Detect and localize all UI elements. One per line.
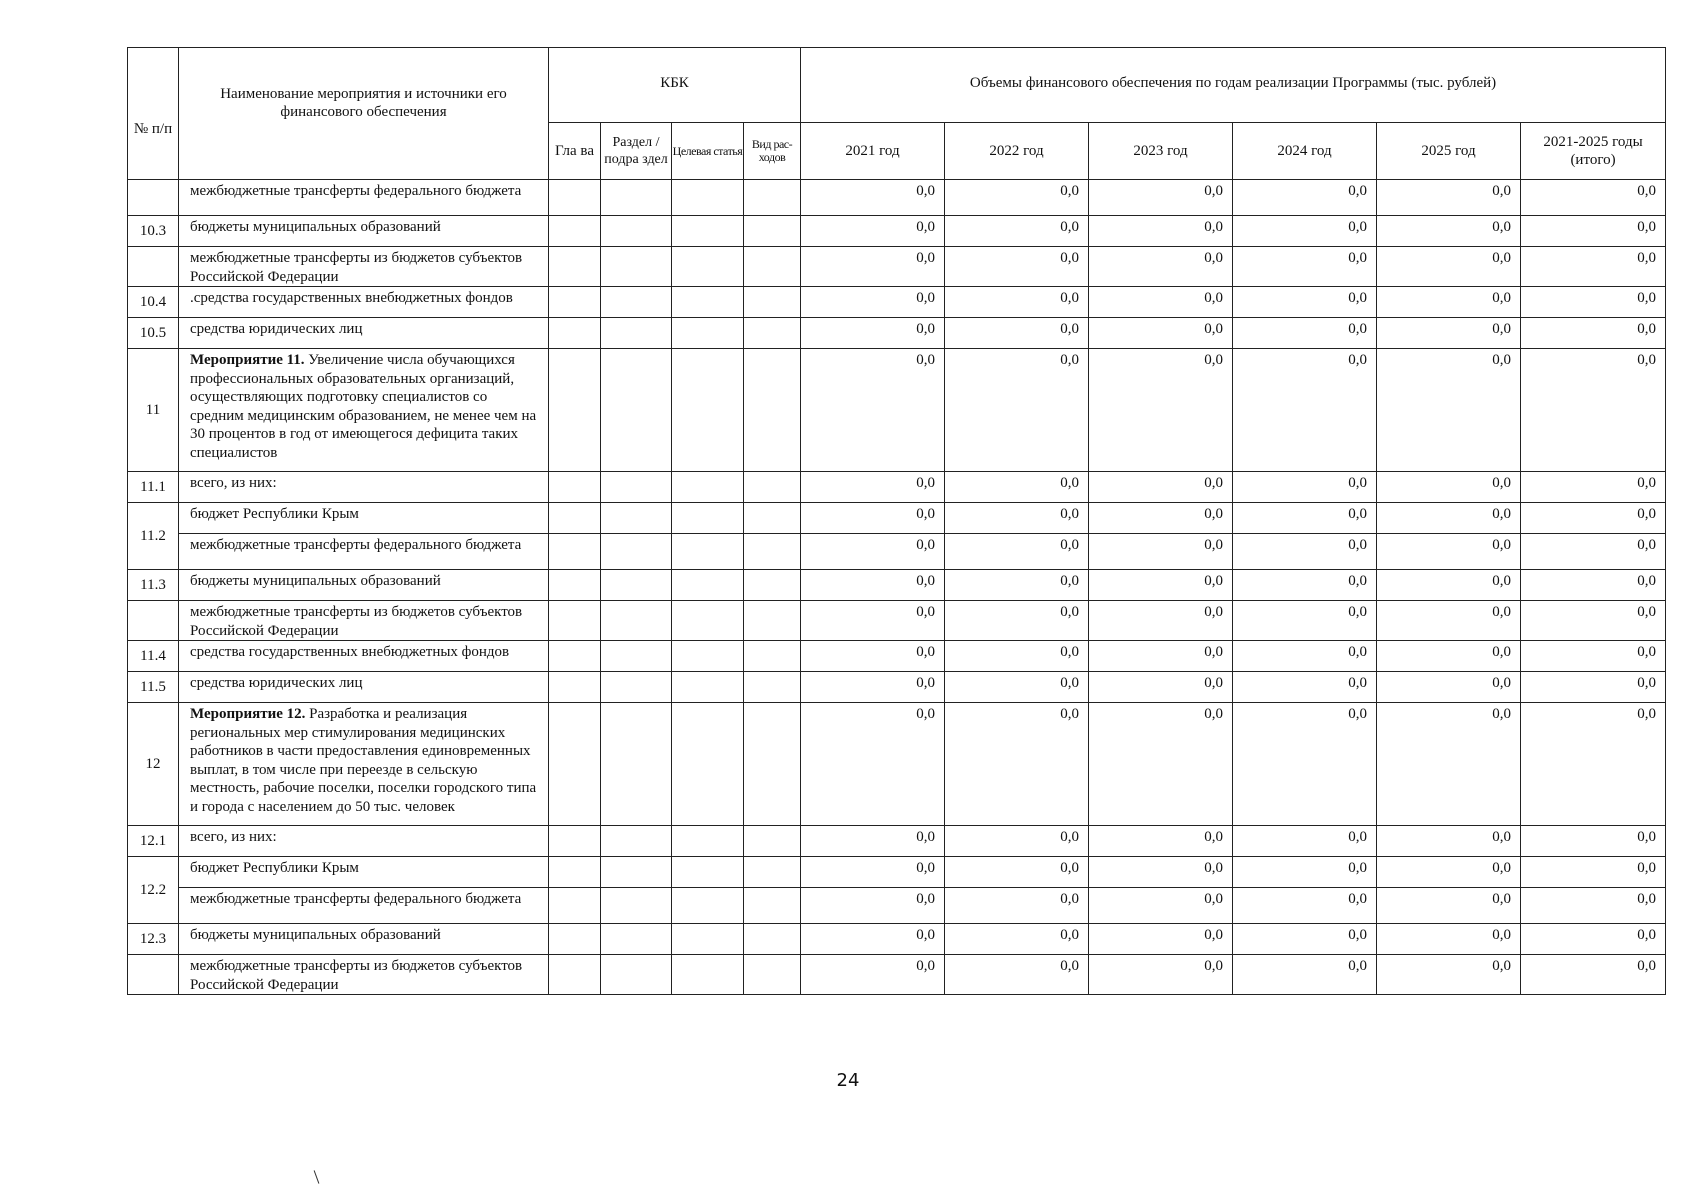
header-num: № п/п (128, 48, 179, 180)
value-cell: 0,0 (945, 857, 1089, 888)
value-cell: 0,0 (1233, 503, 1377, 534)
row-name (179, 287, 549, 318)
kbk-cell (672, 318, 744, 349)
row-name-text: средства государственных внебюджетных фондов (190, 644, 510, 660)
kbk-cell (601, 641, 672, 672)
value-cell: 0,0 (945, 672, 1089, 703)
value-cell: 0,0 (1377, 216, 1521, 247)
value-cell: 0,0 (1233, 216, 1377, 247)
row-name-text: бюджет Республики Крым (190, 860, 359, 876)
value-cell: 0,0 (1377, 534, 1521, 570)
kbk-cell (744, 472, 801, 503)
value-cell: 0,0 (1521, 703, 1666, 826)
value-cell: 0,0 (801, 857, 945, 888)
value-cell: 0,0 (1233, 601, 1377, 641)
value-cell: 0,0 (1521, 216, 1666, 247)
row-name (179, 534, 549, 570)
kbk-cell (549, 318, 601, 349)
value-cell: 0,0 (801, 247, 945, 287)
row-number: 12 (128, 703, 179, 826)
value-cell: 0,0 (801, 924, 945, 955)
value-cell: 0,0 (945, 641, 1089, 672)
kbk-cell (549, 503, 601, 534)
value-cell: 0,0 (801, 318, 945, 349)
kbk-cell (744, 318, 801, 349)
kbk-cell (672, 703, 744, 826)
value-cell: 0,0 (1377, 318, 1521, 349)
kbk-cell (744, 216, 801, 247)
row-name (179, 180, 549, 216)
value-cell: 0,0 (1233, 826, 1377, 857)
kbk-cell (672, 287, 744, 318)
row-name-text: бюджеты муниципальных образований (190, 219, 441, 235)
table-row (128, 534, 1666, 570)
kbk-cell (549, 570, 601, 601)
kbk-cell (744, 703, 801, 826)
value-cell: 0,0 (945, 601, 1089, 641)
table-row (128, 888, 1666, 924)
value-cell: 0,0 (1377, 472, 1521, 503)
row-name-text: бюджет Республики Крым (190, 506, 359, 522)
value-cell: 0,0 (801, 672, 945, 703)
header-year-2024: 2024 год (1233, 123, 1377, 180)
table-row (128, 180, 1666, 216)
row-name-text: всего, из них: (190, 829, 277, 845)
value-cell: 0,0 (1521, 924, 1666, 955)
value-cell: 0,0 (945, 826, 1089, 857)
row-name (179, 924, 549, 955)
row-name (179, 955, 549, 995)
kbk-cell (744, 349, 801, 472)
kbk-cell (744, 601, 801, 641)
stray-pen-mark (314, 1170, 320, 1183)
value-cell: 0,0 (801, 180, 945, 216)
table-row (128, 472, 1666, 503)
row-name (179, 641, 549, 672)
value-cell: 0,0 (1089, 216, 1233, 247)
value-cell: 0,0 (1233, 570, 1377, 601)
row-name (179, 503, 549, 534)
header-year-2021: 2021 год (801, 123, 945, 180)
kbk-cell (672, 955, 744, 995)
kbk-cell (672, 888, 744, 924)
value-cell: 0,0 (1521, 641, 1666, 672)
value-cell: 0,0 (801, 703, 945, 826)
table-row (128, 503, 1666, 534)
value-cell: 0,0 (945, 180, 1089, 216)
value-cell: 0,0 (1377, 349, 1521, 472)
page-number: 24 (836, 1070, 860, 1091)
value-cell: 0,0 (1377, 826, 1521, 857)
row-number: 12.1 (128, 826, 179, 857)
table-row (128, 703, 1666, 826)
kbk-cell (549, 247, 601, 287)
value-cell: 0,0 (1521, 601, 1666, 641)
kbk-cell (601, 888, 672, 924)
row-number (128, 180, 179, 216)
row-name-text: всего, из них: (190, 475, 277, 491)
table-row (128, 287, 1666, 318)
value-cell: 0,0 (1089, 924, 1233, 955)
kbk-cell (672, 349, 744, 472)
header-name: Наименование мероприятия и источники его финансового обеспечения (179, 48, 549, 180)
row-number: 11.3 (128, 570, 179, 601)
kbk-cell (549, 857, 601, 888)
row-number: 11 (128, 349, 179, 472)
kbk-cell (672, 216, 744, 247)
value-cell: 0,0 (1521, 180, 1666, 216)
value-cell: 0,0 (945, 349, 1089, 472)
row-name (179, 703, 549, 826)
header-year-2023: 2023 год (1089, 123, 1233, 180)
financing-table (127, 47, 1666, 995)
value-cell: 0,0 (945, 247, 1089, 287)
row-name (179, 472, 549, 503)
kbk-cell (672, 826, 744, 857)
value-cell: 0,0 (801, 888, 945, 924)
table-body (128, 180, 1666, 995)
kbk-cell (672, 641, 744, 672)
kbk-cell (549, 955, 601, 995)
value-cell: 0,0 (1377, 641, 1521, 672)
kbk-cell (744, 955, 801, 995)
value-cell: 0,0 (1233, 247, 1377, 287)
kbk-cell (549, 672, 601, 703)
row-name-text: межбюджетные трансферты федерального бюджета (190, 891, 522, 907)
value-cell: 0,0 (1089, 180, 1233, 216)
value-cell: 0,0 (801, 534, 945, 570)
value-cell: 0,0 (1089, 349, 1233, 472)
value-cell: 0,0 (1377, 672, 1521, 703)
row-number (128, 955, 179, 995)
kbk-cell (744, 888, 801, 924)
table-row (128, 570, 1666, 601)
header-year-2022: 2022 год (945, 123, 1089, 180)
value-cell: 0,0 (1521, 287, 1666, 318)
row-number (128, 247, 179, 287)
value-cell: 0,0 (1233, 472, 1377, 503)
kbk-cell (601, 216, 672, 247)
row-name (179, 826, 549, 857)
value-cell: 0,0 (1377, 287, 1521, 318)
value-cell: 0,0 (1377, 570, 1521, 601)
value-cell: 0,0 (1377, 955, 1521, 995)
value-cell: 0,0 (1377, 857, 1521, 888)
value-cell: 0,0 (801, 472, 945, 503)
value-cell: 0,0 (1233, 672, 1377, 703)
header-razdel: Раздел /подра здел (601, 123, 672, 180)
value-cell: 0,0 (945, 318, 1089, 349)
row-name (179, 570, 549, 601)
value-cell: 0,0 (1089, 857, 1233, 888)
value-cell: 0,0 (1521, 672, 1666, 703)
kbk-cell (672, 247, 744, 287)
value-cell: 0,0 (1233, 857, 1377, 888)
value-cell: 0,0 (801, 287, 945, 318)
row-name (179, 349, 549, 472)
row-name-text: Увеличение числа обучающихся профессиональных образовательных организаций, осуществляющих подготовку специалистов со средним медицинским образованием, не менее чем на 30 процентов в год от имеющегося дефицита таких специалистов (190, 352, 537, 461)
value-cell: 0,0 (1521, 888, 1666, 924)
kbk-cell (672, 924, 744, 955)
value-cell: 0,0 (945, 955, 1089, 995)
value-cell: 0,0 (1089, 318, 1233, 349)
value-cell: 0,0 (945, 570, 1089, 601)
value-cell: 0,0 (1521, 570, 1666, 601)
row-name-text: бюджеты муниципальных образований (190, 927, 441, 943)
kbk-cell (744, 672, 801, 703)
value-cell: 0,0 (1521, 826, 1666, 857)
kbk-cell (601, 180, 672, 216)
kbk-cell (744, 857, 801, 888)
row-number: 11.4 (128, 641, 179, 672)
value-cell: 0,0 (1089, 955, 1233, 995)
value-cell: 0,0 (1233, 287, 1377, 318)
kbk-cell (601, 534, 672, 570)
row-name (179, 888, 549, 924)
row-name-text: межбюджетные трансферты федерального бюджета (190, 537, 522, 553)
value-cell: 0,0 (1233, 641, 1377, 672)
row-number: 10.3 (128, 216, 179, 247)
header-celevaya-statya: Целевая статья (672, 123, 744, 180)
kbk-cell (601, 601, 672, 641)
kbk-cell (601, 287, 672, 318)
kbk-cell (549, 601, 601, 641)
row-number: 11.5 (128, 672, 179, 703)
header-volumes: Объемы финансового обеспечения по годам реализации Программы (тыс. рублей) (801, 48, 1666, 123)
value-cell: 0,0 (1089, 703, 1233, 826)
table-row (128, 601, 1666, 641)
kbk-cell (744, 503, 801, 534)
kbk-cell (549, 534, 601, 570)
row-number (128, 601, 179, 641)
row-name (179, 857, 549, 888)
value-cell: 0,0 (1089, 672, 1233, 703)
kbk-cell (672, 857, 744, 888)
value-cell: 0,0 (801, 570, 945, 601)
value-cell: 0,0 (1233, 888, 1377, 924)
kbk-cell (672, 534, 744, 570)
value-cell: 0,0 (1233, 703, 1377, 826)
header-glava: Гла ва (549, 123, 601, 180)
kbk-cell (672, 672, 744, 703)
kbk-cell (744, 287, 801, 318)
value-cell: 0,0 (945, 216, 1089, 247)
value-cell: 0,0 (1089, 472, 1233, 503)
value-cell: 0,0 (945, 472, 1089, 503)
row-number: 11.2 (128, 503, 179, 570)
kbk-cell (549, 349, 601, 472)
table-row (128, 318, 1666, 349)
value-cell: 0,0 (1089, 534, 1233, 570)
value-cell: 0,0 (801, 349, 945, 472)
kbk-cell (601, 924, 672, 955)
kbk-cell (744, 641, 801, 672)
value-cell: 0,0 (1521, 318, 1666, 349)
header-vid-rashodov: Вид рас- ходов (744, 123, 801, 180)
value-cell: 0,0 (1521, 472, 1666, 503)
value-cell: 0,0 (945, 703, 1089, 826)
header-kbk: КБК (549, 48, 801, 123)
table-row (128, 216, 1666, 247)
row-name-text: бюджеты муниципальных образований (190, 573, 441, 589)
table-row (128, 349, 1666, 472)
row-name-text: межбюджетные трансферты из бюджетов субъектов Российской Федерации (190, 250, 523, 285)
row-number: 10.5 (128, 318, 179, 349)
kbk-cell (601, 672, 672, 703)
value-cell: 0,0 (801, 641, 945, 672)
kbk-cell (744, 570, 801, 601)
kbk-cell (601, 703, 672, 826)
kbk-cell (601, 247, 672, 287)
value-cell: 0,0 (1521, 955, 1666, 995)
value-cell: 0,0 (801, 826, 945, 857)
table-row (128, 672, 1666, 703)
value-cell: 0,0 (801, 601, 945, 641)
value-cell: 0,0 (1377, 924, 1521, 955)
value-cell: 0,0 (801, 955, 945, 995)
row-name-text: Разработка и реализация региональных мер стимулирования медицинских работников в части предоставления единовременных выплат, в том числе при переезде в сельскую местность, рабочие поселки, поселки городского типа и города с населением до 50 тыс. человек (190, 706, 537, 815)
value-cell: 0,0 (1521, 857, 1666, 888)
header-year-total: 2021-2025 годы (итого) (1521, 123, 1666, 180)
kbk-cell (549, 924, 601, 955)
measure-title: Мероприятие 11. (190, 352, 305, 368)
row-name-text: межбюджетные трансферты федерального бюджета (190, 183, 522, 199)
kbk-cell (601, 472, 672, 503)
row-name-text: межбюджетные трансферты из бюджетов субъектов Российской Федерации (190, 958, 523, 993)
kbk-cell (549, 216, 601, 247)
row-number: 12.3 (128, 924, 179, 955)
value-cell: 0,0 (945, 503, 1089, 534)
row-number: 11.1 (128, 472, 179, 503)
table-row (128, 857, 1666, 888)
value-cell: 0,0 (945, 924, 1089, 955)
value-cell: 0,0 (1521, 503, 1666, 534)
kbk-cell (601, 349, 672, 472)
kbk-cell (744, 924, 801, 955)
kbk-cell (601, 857, 672, 888)
row-name-text: средства юридических лиц (190, 321, 363, 337)
kbk-cell (549, 826, 601, 857)
kbk-cell (601, 570, 672, 601)
measure-title: Мероприятие 12. (190, 706, 306, 722)
kbk-cell (601, 955, 672, 995)
kbk-cell (549, 180, 601, 216)
row-name (179, 216, 549, 247)
row-name-text: средства юридических лиц (190, 675, 363, 691)
row-name (179, 601, 549, 641)
kbk-cell (672, 601, 744, 641)
value-cell: 0,0 (1377, 601, 1521, 641)
value-cell: 0,0 (1377, 180, 1521, 216)
kbk-cell (549, 472, 601, 503)
value-cell: 0,0 (1089, 888, 1233, 924)
value-cell: 0,0 (1089, 503, 1233, 534)
row-number: 12.2 (128, 857, 179, 924)
value-cell: 0,0 (1089, 247, 1233, 287)
kbk-cell (672, 180, 744, 216)
value-cell: 0,0 (1233, 534, 1377, 570)
row-name (179, 247, 549, 287)
kbk-cell (549, 703, 601, 826)
value-cell: 0,0 (1377, 503, 1521, 534)
kbk-cell (601, 318, 672, 349)
value-cell: 0,0 (1521, 247, 1666, 287)
value-cell: 0,0 (1377, 247, 1521, 287)
kbk-cell (744, 534, 801, 570)
value-cell: 0,0 (1233, 924, 1377, 955)
table-row (128, 924, 1666, 955)
table-row (128, 955, 1666, 995)
kbk-cell (672, 472, 744, 503)
value-cell: 0,0 (1089, 570, 1233, 601)
table-row (128, 247, 1666, 287)
value-cell: 0,0 (945, 888, 1089, 924)
value-cell: 0,0 (1377, 888, 1521, 924)
row-name (179, 318, 549, 349)
header-year-2025: 2025 год (1377, 123, 1521, 180)
kbk-cell (549, 888, 601, 924)
row-name (179, 672, 549, 703)
kbk-cell (672, 503, 744, 534)
table-row (128, 641, 1666, 672)
kbk-cell (549, 641, 601, 672)
row-name-text: .средства государственных внебюджетных фондов (190, 290, 513, 306)
value-cell: 0,0 (1377, 703, 1521, 826)
value-cell: 0,0 (801, 216, 945, 247)
kbk-cell (601, 826, 672, 857)
value-cell: 0,0 (1089, 641, 1233, 672)
value-cell: 0,0 (1233, 318, 1377, 349)
value-cell: 0,0 (1233, 955, 1377, 995)
row-name-text: межбюджетные трансферты из бюджетов субъектов Российской Федерации (190, 604, 523, 639)
value-cell: 0,0 (1089, 826, 1233, 857)
value-cell: 0,0 (945, 287, 1089, 318)
value-cell: 0,0 (801, 503, 945, 534)
kbk-cell (672, 570, 744, 601)
kbk-cell (549, 287, 601, 318)
row-number: 10.4 (128, 287, 179, 318)
value-cell: 0,0 (1521, 534, 1666, 570)
kbk-cell (744, 826, 801, 857)
value-cell: 0,0 (1233, 180, 1377, 216)
kbk-cell (744, 247, 801, 287)
table-row (128, 826, 1666, 857)
value-cell: 0,0 (1233, 349, 1377, 472)
value-cell: 0,0 (1089, 287, 1233, 318)
value-cell: 0,0 (1089, 601, 1233, 641)
value-cell: 0,0 (945, 534, 1089, 570)
kbk-cell (744, 180, 801, 216)
value-cell: 0,0 (1521, 349, 1666, 472)
kbk-cell (601, 503, 672, 534)
